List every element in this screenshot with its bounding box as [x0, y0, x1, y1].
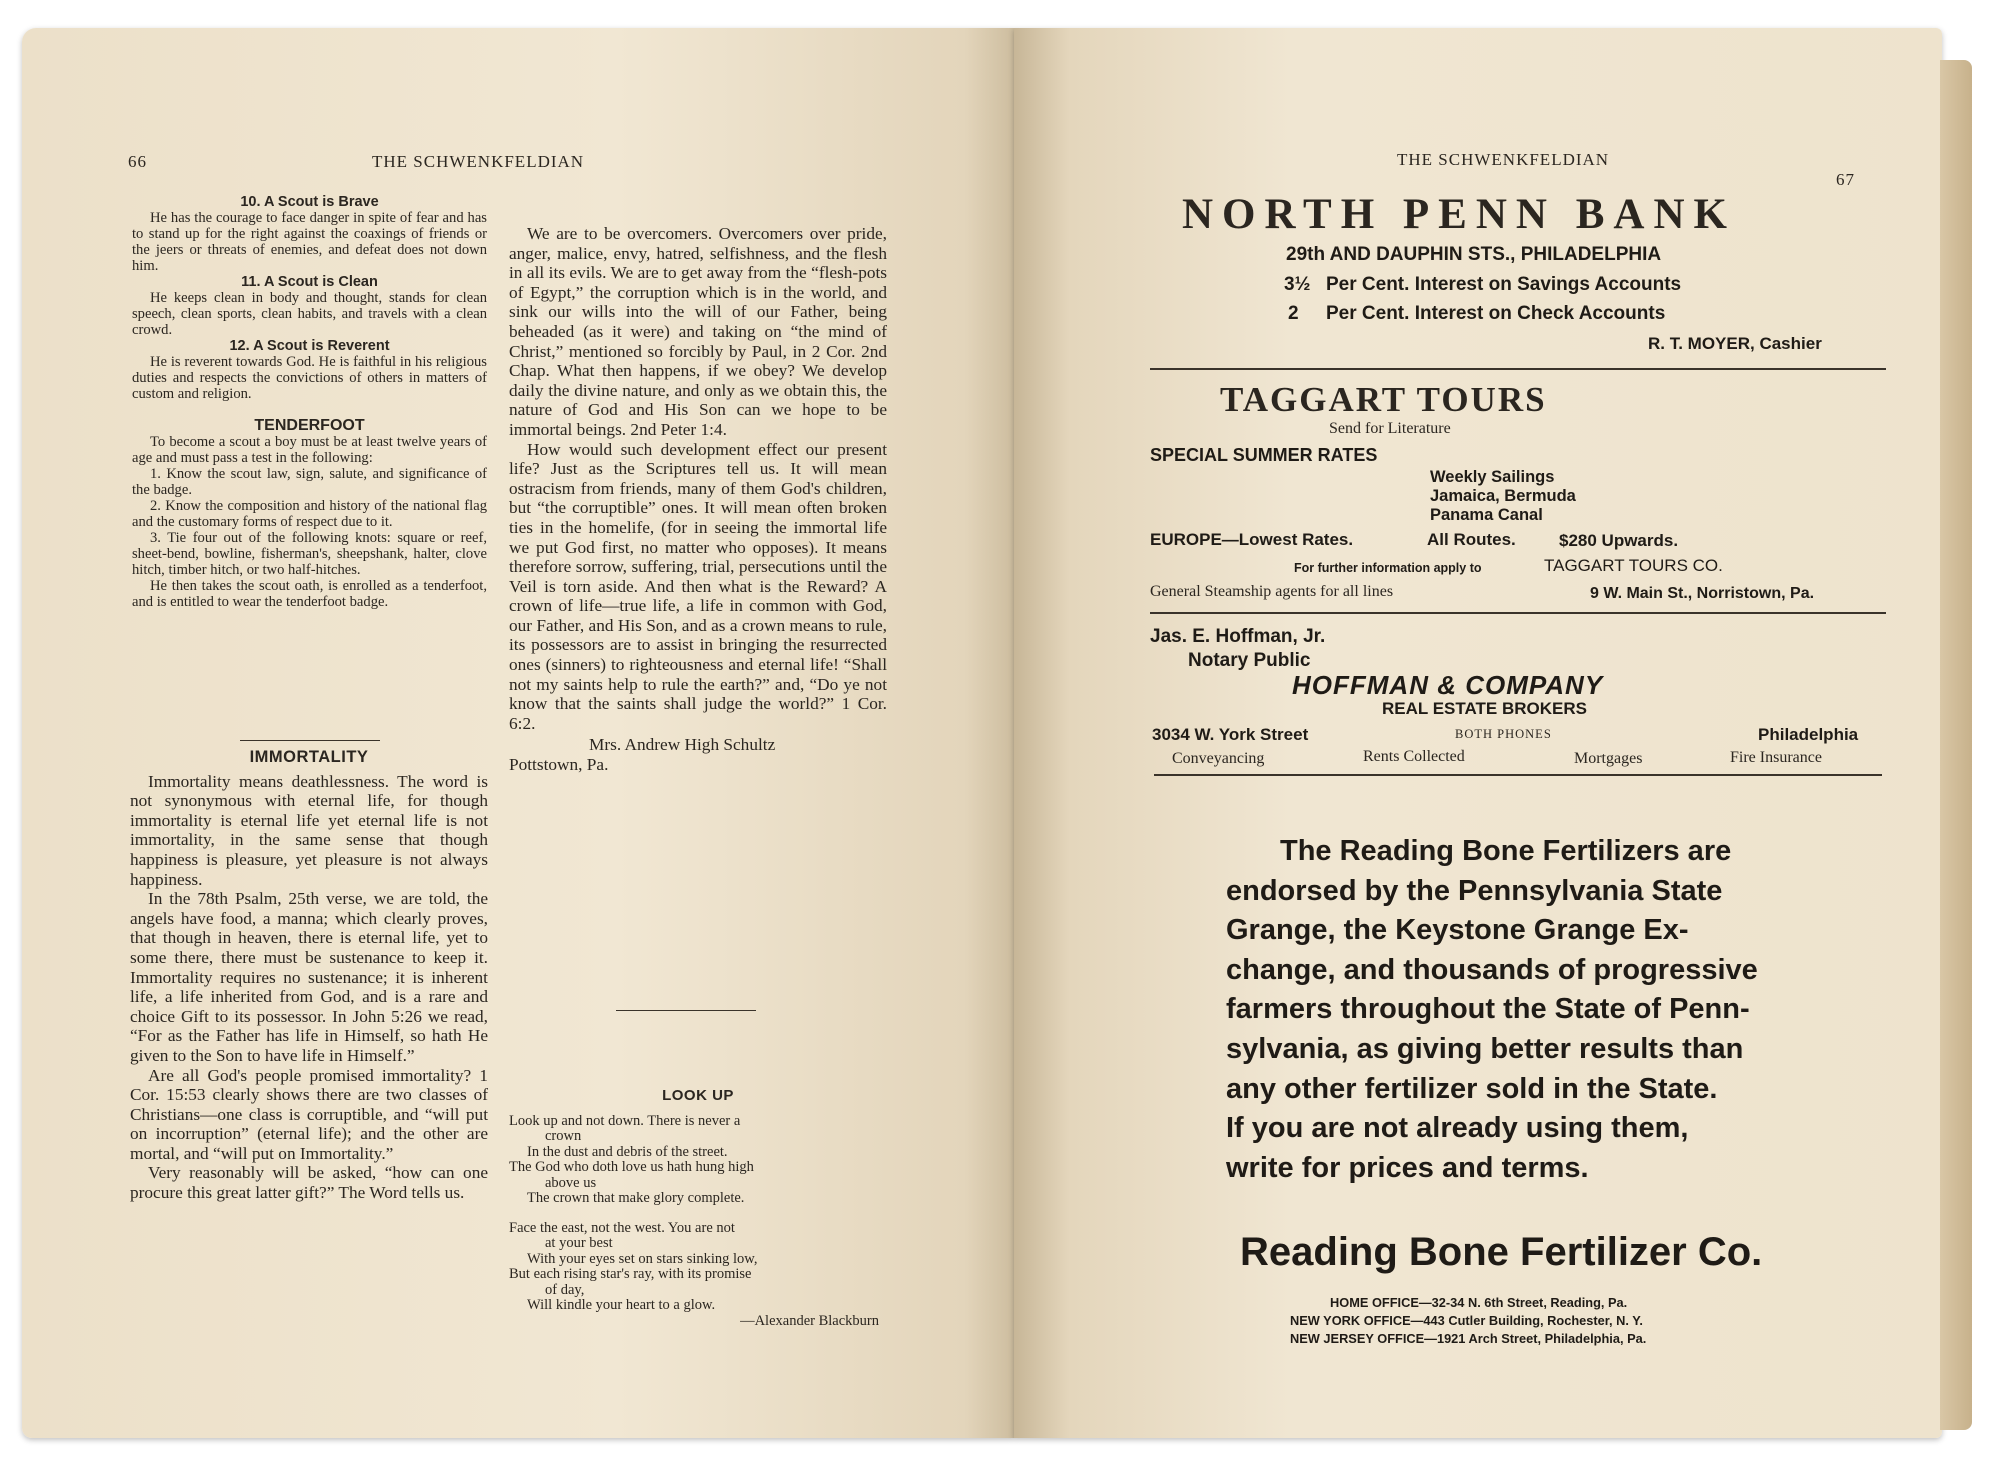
bank-cashier: R. T. MOYER, Cashier — [1648, 334, 1822, 353]
scout-law-text: He is reverent towards God. He is faithful in his religious duties and respects the convictions of others in matters of custom and religion. — [132, 354, 487, 402]
immortality-paragraph: Very reasonably will be asked, “how can one procure this great latter gift?” The Word tells us. — [130, 1163, 488, 1203]
taggart-send: Send for Literature — [1329, 420, 1451, 437]
page-number: 66 — [128, 152, 147, 171]
immortality-paragraph: Immortality means deathlessness. The word is not synonymous with eternal life, for though immortality is eternal life yet eternal life is not immortality, in the same sense that though happiness is pleasure, yet pleasure is not always happiness. — [130, 771, 488, 889]
hoffman-company: HOFFMAN & COMPANY — [1292, 670, 1604, 700]
poem-line: With your eyes set on stars sinking low, — [527, 1250, 758, 1267]
tenderfoot-paragraph: 1. Know the scout law, sign, salute, and significance of the badge. — [132, 466, 487, 498]
running-head: THE SCHWENKFELDIAN — [372, 152, 585, 171]
poem-line: Will kindle your heart to a glow. — [527, 1297, 716, 1313]
fertilizer-office: NEW JERSEY OFFICE—1921 Arch Street, Philadelphia, Pa. — [1290, 1331, 1647, 1346]
fertilizer-line: write for prices and terms. — [1226, 1151, 1589, 1184]
taggart-further: For further information apply to — [1294, 561, 1482, 575]
tenderfoot-paragraph: 2. Know the composition and history of the national flag and the customary forms of respect due to it. — [132, 498, 487, 530]
scout-law-section — [132, 194, 487, 610]
immortality-col1 — [130, 748, 488, 1203]
taggart-agents: General Steamship agents for all lines — [1150, 583, 1394, 600]
tenderfoot-paragraph: 3. Tie four out of the following knots: square or reef, sheet-bend, bowline, fisherman's, sheepshank, halter, clove hitch, timber hitch, or two half-hitches. — [132, 530, 487, 578]
article-place: Pottstown, Pa. — [509, 755, 609, 775]
fertilizer-line: change, and thousands of progressive — [1226, 953, 1758, 986]
tenderfoot-title: TENDERFOOT — [254, 417, 365, 434]
fertilizer-line: If you are not already using them, — [1226, 1112, 1689, 1145]
hoffman-service: Rents Collected — [1363, 748, 1465, 765]
page-edges — [1940, 60, 1972, 1430]
tenderfoot-paragraph: He then takes the scout oath, is enrolled as a tenderfoot, and is entitled to wear the tenderfoot badge. — [132, 578, 487, 610]
taggart-sailing: Panama Canal — [1430, 506, 1543, 524]
taggart-company: TAGGART TOURS CO. — [1544, 556, 1723, 575]
section-divider — [616, 1010, 756, 1011]
fertilizer-copy — [1226, 832, 1916, 1188]
bank-rate-num: 3½ — [1284, 274, 1311, 295]
taggart-sailing: Jamaica, Bermuda — [1430, 487, 1576, 505]
scout-law-text: He keeps clean in body and thought, stands for clean speech, clean sports, clean habits, and travels with a clean crowd. — [132, 290, 487, 338]
poem-line: But each rising star's ray, with its promise — [509, 1266, 752, 1282]
hoffman-title: Notary Public — [1188, 650, 1311, 671]
bank-address: 29th AND DAUPHIN STS., PHILADELPHIA — [1286, 244, 1662, 265]
poem-line: The crown that make glory complete. — [527, 1190, 745, 1206]
ad-divider — [1150, 368, 1886, 370]
immortality-title: IMMORTALITY — [249, 748, 369, 766]
fertilizer-line: Grange, the Keystone Grange Ex- — [1226, 914, 1689, 947]
scout-law-heading: 10. A Scout is Brave — [240, 194, 379, 210]
hoffman-person: Jas. E. Hoffman, Jr. — [1150, 626, 1326, 647]
fertilizer-line: The Reading Bone Fertilizers are — [1280, 835, 1732, 867]
hoffman-street: 3034 W. York Street — [1152, 725, 1309, 744]
hoffman-brokers: REAL ESTATE BROKERS — [1382, 699, 1587, 718]
fertilizer-line: endorsed by the Pennsylvania State — [1226, 874, 1723, 907]
poem-line — [509, 1207, 887, 1221]
hoffman-service: Fire Insurance — [1730, 749, 1822, 766]
poem-line: Face the east, not the west. You are not — [509, 1219, 735, 1236]
bank-rate-text: Per Cent. Interest on Check Accounts — [1326, 303, 1666, 324]
hoffman-service: Conveyancing — [1172, 750, 1265, 767]
poem-line: at your best — [545, 1235, 613, 1251]
taggart-address: 9 W. Main St., Norristown, Pa. — [1590, 585, 1815, 602]
left-page — [22, 28, 1014, 1438]
immortality-paragraph: How would such development effect our present life? Just as the Scriptures tell us. It will mean ostracism from friends, many of them God's children, but “the corruptible” ones. It will mean often broken ties in the homelife, (for in seeing the immortal life we put God first, no matter who opposes). It means therefore sorrow, suffering, trial, persecutions until the Veil is torn aside. And then what is the Reward? A crown of life—true life, a life in common with God, our Father, and His Son, and as a crown means to rule, its possessors are to assist in bringing the resurrected ones (sinners) to righteousness and eternal life! “Shall not my saints help to rule the earth?” and, “Do ye not know that the saints shall judge the world?” 1 Cor. 6:2. — [509, 439, 887, 733]
fertilizer-company: Reading Bone Fertilizer Co. — [1240, 1230, 1763, 1274]
hoffman-service: Mortgages — [1574, 750, 1643, 767]
poem-author: —Alexander Blackburn — [740, 1312, 879, 1329]
scout-law-heading: 12. A Scout is Reverent — [229, 338, 390, 354]
taggart-europe: EUROPE—Lowest Rates. — [1150, 530, 1354, 549]
taggart-routes: All Routes. — [1427, 530, 1516, 549]
hoffman-phones: BOTH PHONES — [1455, 727, 1552, 741]
bank-rate-num: 2 — [1288, 303, 1299, 324]
taggart-name: TAGGART TOURS — [1220, 380, 1547, 419]
bank-name: NORTH PENN BANK — [1182, 191, 1736, 238]
immortality-col2 — [509, 224, 887, 775]
poem-line: Look up and not down. There is never a — [509, 1112, 741, 1129]
article-author: Mrs. Andrew High Schultz — [589, 735, 776, 755]
fertilizer-line: any other fertilizer sold in the State. — [1226, 1072, 1718, 1105]
right-page — [1014, 28, 1942, 1438]
taggart-price: $280 Upwards. — [1559, 531, 1679, 550]
taggart-special: SPECIAL SUMMER RATES — [1150, 445, 1378, 465]
taggart-sailing: Weekly Sailings — [1430, 468, 1555, 486]
ad-divider — [1150, 612, 1886, 614]
hoffman-city: Philadelphia — [1758, 725, 1859, 744]
poem-line: The God who doth love us hath hung high — [509, 1159, 754, 1175]
bank-rate-text: Per Cent. Interest on Savings Accounts — [1326, 274, 1682, 295]
running-head: THE SCHWENKFELDIAN — [1397, 150, 1610, 169]
fertilizer-line: sylvania, as giving better results than — [1226, 1032, 1744, 1065]
poem-look-up — [509, 1088, 887, 1329]
ad-divider — [1154, 774, 1882, 776]
section-divider — [240, 740, 380, 741]
immortality-paragraph: Are all God's people promised immortality? 1 Cor. 15:53 clearly shows there are two classes of Christians—one class is corruptible, and “will put on incorruption” (eternal life); and the other are mortal, and “will put on Immortality.” — [130, 1065, 488, 1163]
fertilizer-office: HOME OFFICE—32-34 N. 6th Street, Reading, Pa. — [1330, 1295, 1628, 1310]
tenderfoot-paragraph: To become a scout a boy must be at least twelve years of age and must pass a test in the following: — [132, 434, 487, 466]
page-number: 67 — [1836, 170, 1855, 189]
scout-law-text: He has the courage to face danger in spite of fear and has to stand up for the right against the coaxings of friends or the jeers or threats of enemies, and defeat does not down him. — [132, 210, 487, 274]
immortality-paragraph: We are to be overcomers. Overcomers over pride, anger, malice, envy, hatred, selfishness, and the flesh in all its evils. We are to get away from the “flesh-pots of Egypt,” the corruption which is in the world, and sink our wills into the will of our Father, being beheaded (as it were) and taking on “the mind of Christ,” mentioned so forcibly by Paul, in 2 Cor. 2nd Chap. What then happens, if we obey? We develop daily the divine nature, and only as we obtain this, the nature of God and His Son can we hope to be immortal beings. 2nd Peter 1:4. — [509, 224, 887, 439]
poem-line: above us — [545, 1174, 597, 1191]
poem-line: of day, — [545, 1281, 585, 1298]
fertilizer-ad — [1226, 832, 1916, 1188]
immortality-paragraph: In the 78th Psalm, 25th verse, we are told, the angels have food, a manna; which clearly proves, that though in heaven, there is eternal life, yet to some there, there must be sustenance to keep it. Immortality requires no sustenance; it is inherent life, a life inherited from God, and is a rare and choice Gift to its possessor. In John 5:26 we read, “For as the Father has life in Himself, so hath He given to the Son to have life in Himself.” — [130, 889, 488, 1065]
fertilizer-office: NEW YORK OFFICE—443 Cutler Building, Rochester, N. Y. — [1290, 1313, 1643, 1328]
poem-title: LOOK UP — [662, 1087, 734, 1104]
poem-line: In the dust and debris of the street. — [527, 1143, 728, 1160]
fertilizer-line: farmers throughout the State of Penn- — [1226, 993, 1750, 1026]
scout-law-heading: 11. A Scout is Clean — [241, 274, 378, 290]
poem-line: crown — [545, 1128, 582, 1144]
